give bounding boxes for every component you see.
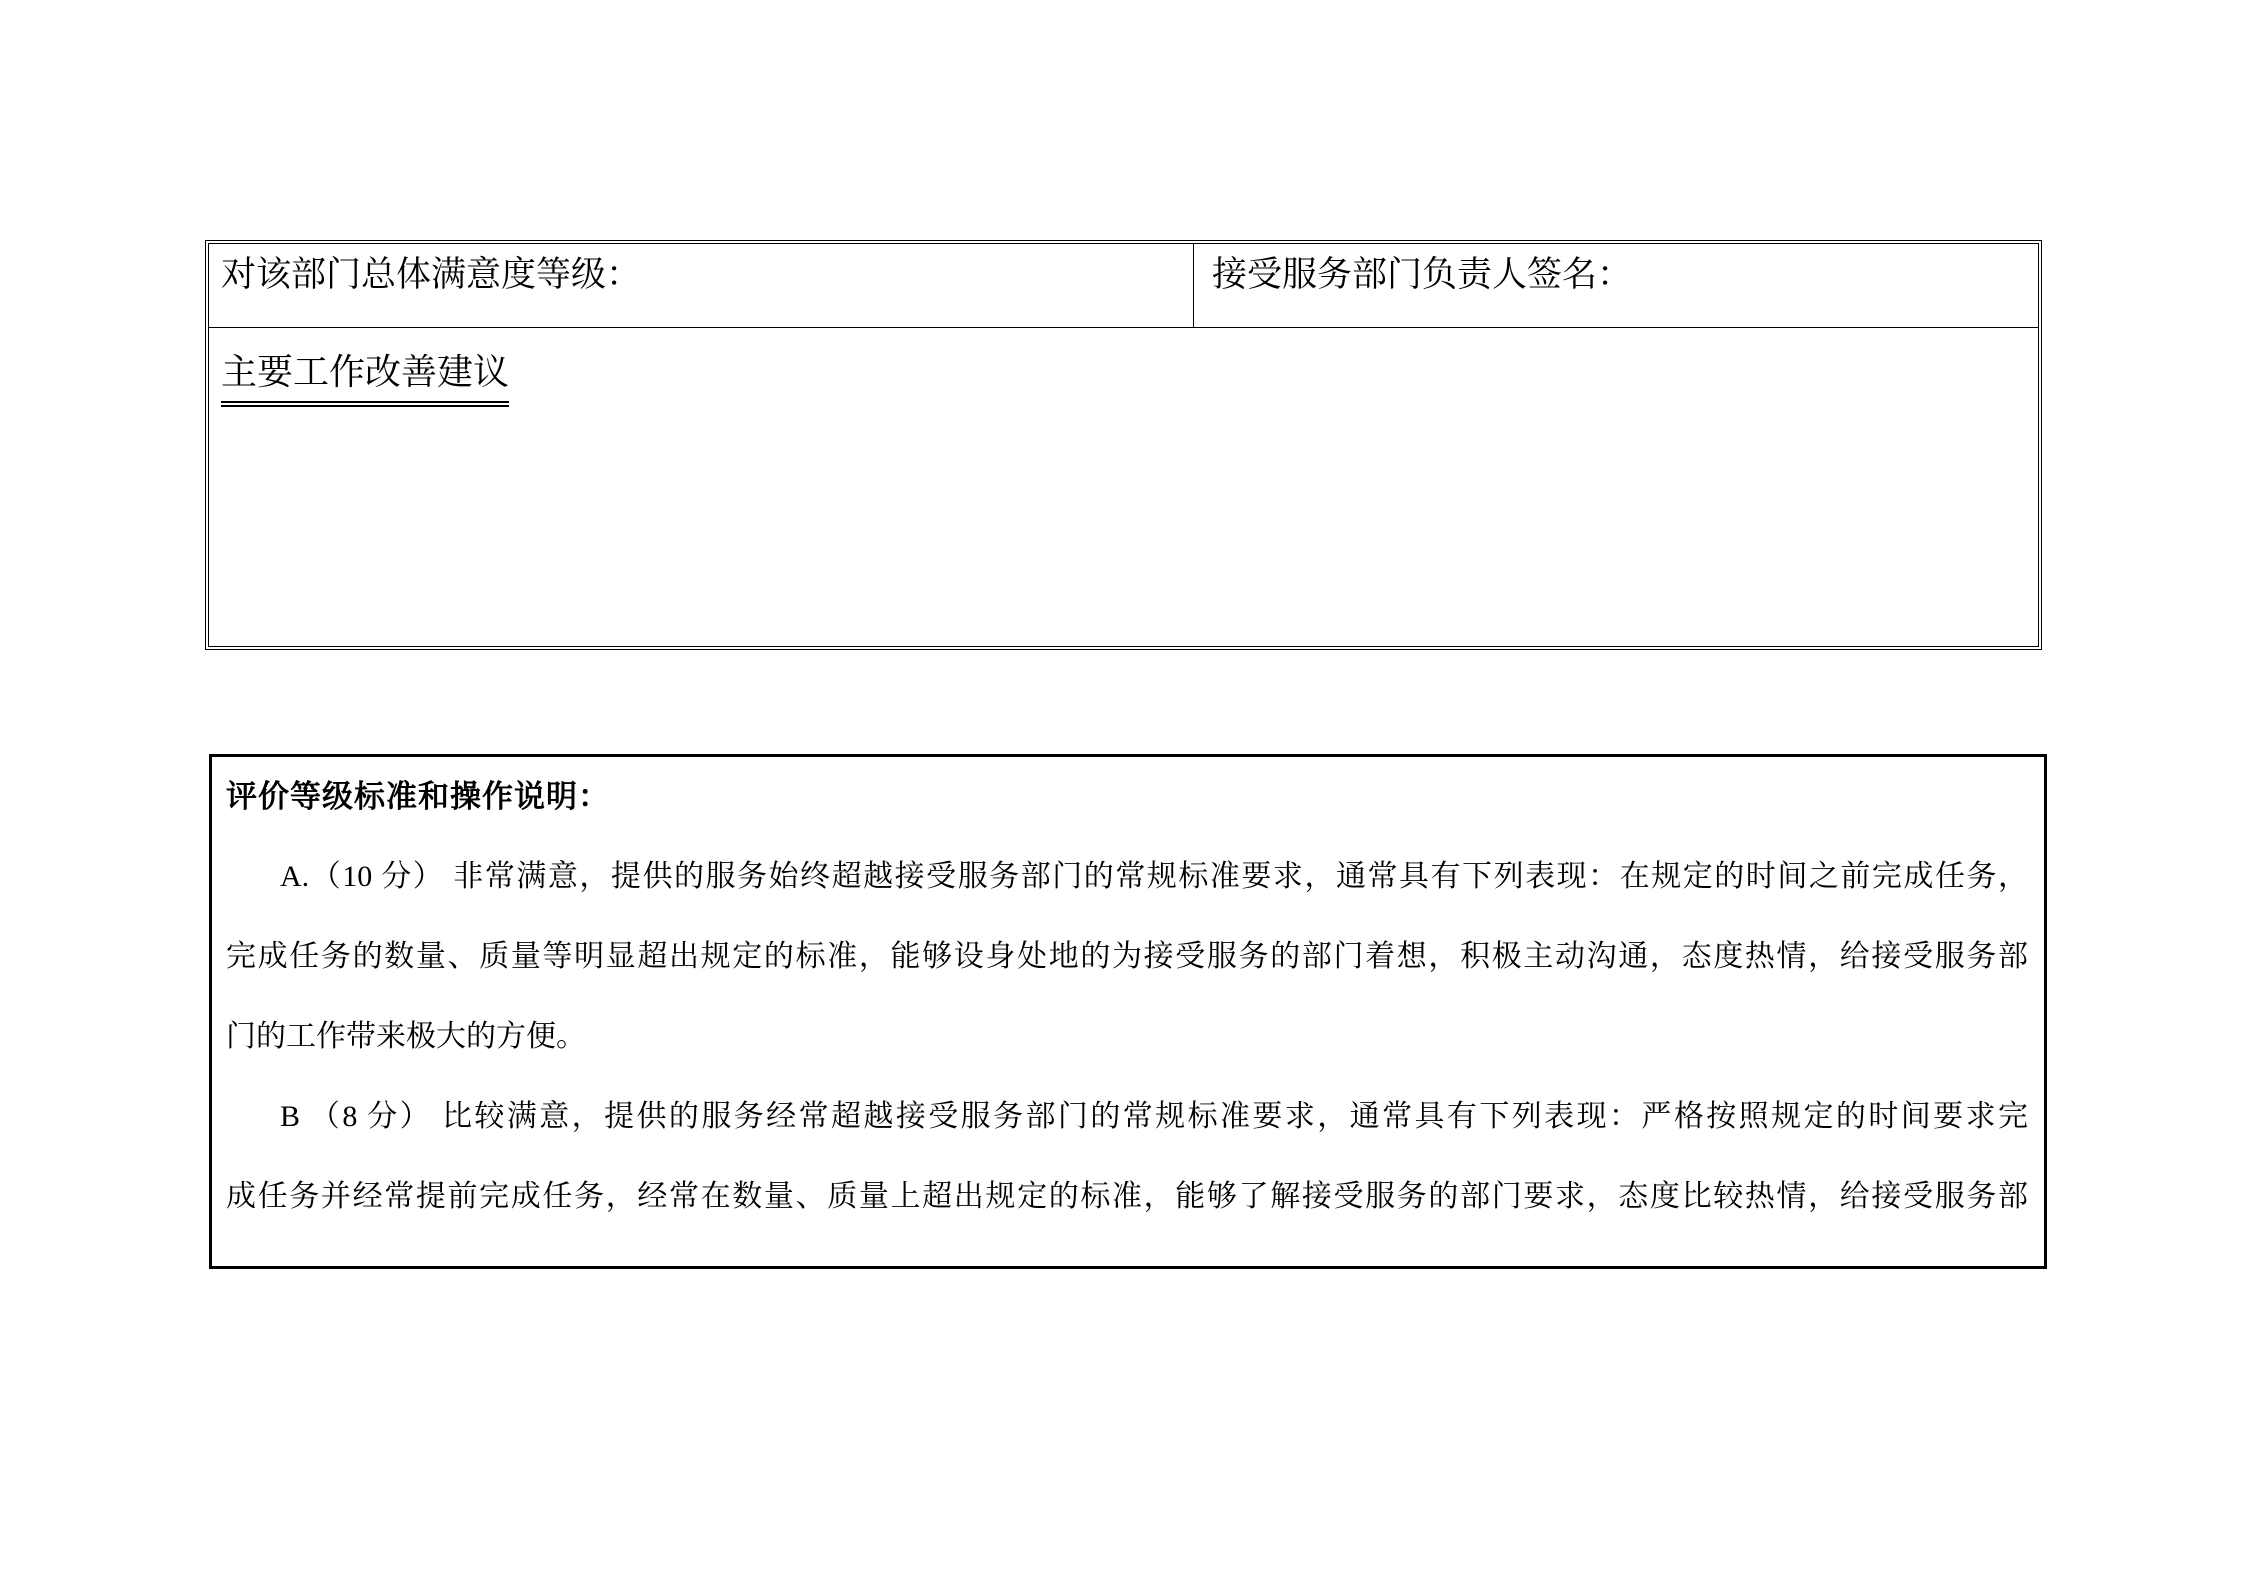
paragraph-line: 门的工作带来极大的方便。 [226,1020,586,1053]
grade-b-paragraph [226,1077,2028,1237]
summary-table-inner [208,243,2039,647]
paragraph-line: B （8 分） 比较满意，提供的服务经常超越接受服务部门的常规标准要求，通常具有下列表现：严格按照规定的时间要求完 [280,1100,2028,1133]
grade-a-paragraph [226,837,2028,1077]
satisfaction-grade-cell [209,244,1194,327]
criteria-heading: 评价等级标准和操作说明： [226,779,610,814]
suggestions-cell [209,328,2038,646]
paragraph-line: 成任务并经常提前完成任务，经常在数量、质量上超出规定的标准，能够了解接受服务的部门要求，态度比较热情，给接受服务部 [226,1180,2028,1213]
suggestions-heading: 主要工作改善建议 [221,344,509,407]
signature-cell [1194,244,2038,327]
criteria-box [209,754,2047,1269]
satisfaction-signature-row [209,244,2038,328]
summary-table [205,240,2042,650]
paragraph-line: 完成任务的数量、质量等明显超出规定的标准，能够设身处地的为接受服务的部门着想，积极主动沟通，态度热情，给接受服务部 [226,940,2028,973]
signature-label: 接受服务部门负责人签名： [1212,255,1633,294]
paragraph-line: A.（10 分） 非常满意，提供的服务始终超越接受服务部门的常规标准要求，通常具有下列表现：在规定的时间之前完成任务， [280,860,2028,893]
satisfaction-grade-label: 对该部门总体满意度等级： [221,255,642,294]
